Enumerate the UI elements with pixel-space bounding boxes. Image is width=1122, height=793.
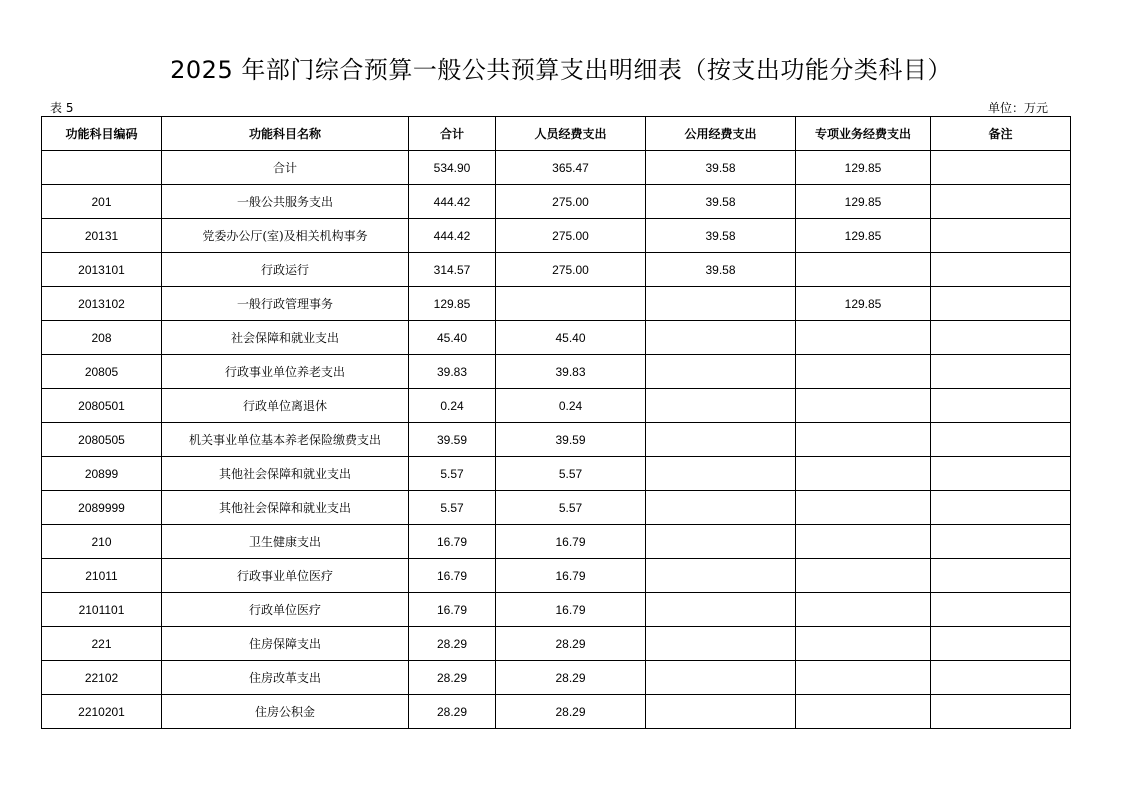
cell-personnel: 16.79 <box>496 525 646 559</box>
cell-personnel: 275.00 <box>496 185 646 219</box>
header-public: 公用经费支出 <box>646 117 796 151</box>
cell-name: 一般行政管理事务 <box>162 287 409 321</box>
cell-special <box>796 423 931 457</box>
cell-personnel: 28.29 <box>496 695 646 729</box>
cell-name: 住房保障支出 <box>162 627 409 661</box>
cell-personnel: 16.79 <box>496 559 646 593</box>
cell-total: 16.79 <box>409 593 496 627</box>
cell-name: 卫生健康支出 <box>162 525 409 559</box>
header-remarks: 备注 <box>931 117 1071 151</box>
table-row <box>42 491 1071 525</box>
cell-public <box>646 627 796 661</box>
cell-special <box>796 559 931 593</box>
cell-special <box>796 695 931 729</box>
cell-public <box>646 593 796 627</box>
cell-code: 2210201 <box>42 695 162 729</box>
cell-personnel: 0.24 <box>496 389 646 423</box>
cell-special <box>796 389 931 423</box>
cell-code: 20899 <box>42 457 162 491</box>
table-row <box>42 525 1071 559</box>
cell-total: 39.59 <box>409 423 496 457</box>
cell-personnel: 5.57 <box>496 491 646 525</box>
cell-total: 16.79 <box>409 525 496 559</box>
cell-public <box>646 661 796 695</box>
cell-code: 2080505 <box>42 423 162 457</box>
cell-total: 444.42 <box>409 219 496 253</box>
cell-total: 0.24 <box>409 389 496 423</box>
cell-remarks <box>931 355 1071 389</box>
cell-code: 20131 <box>42 219 162 253</box>
table-row <box>42 423 1071 457</box>
cell-remarks <box>931 151 1071 185</box>
cell-special <box>796 355 931 389</box>
cell-remarks <box>931 185 1071 219</box>
cell-name: 其他社会保障和就业支出 <box>162 491 409 525</box>
table-number: 表 5 <box>50 101 74 115</box>
cell-personnel <box>496 287 646 321</box>
cell-remarks <box>931 457 1071 491</box>
cell-public: 39.58 <box>646 185 796 219</box>
cell-code: 208 <box>42 321 162 355</box>
cell-code: 2080501 <box>42 389 162 423</box>
table-row <box>42 321 1071 355</box>
cell-public <box>646 559 796 593</box>
cell-public <box>646 355 796 389</box>
cell-public: 39.58 <box>646 253 796 287</box>
cell-personnel: 365.47 <box>496 151 646 185</box>
table-header-row <box>42 117 1071 151</box>
cell-public <box>646 695 796 729</box>
cell-remarks <box>931 253 1071 287</box>
cell-personnel: 28.29 <box>496 661 646 695</box>
cell-personnel: 28.29 <box>496 627 646 661</box>
cell-remarks <box>931 695 1071 729</box>
cell-code: 2013101 <box>42 253 162 287</box>
cell-public <box>646 389 796 423</box>
cell-name: 行政运行 <box>162 253 409 287</box>
cell-name: 行政单位医疗 <box>162 593 409 627</box>
cell-total: 39.83 <box>409 355 496 389</box>
cell-personnel: 16.79 <box>496 593 646 627</box>
cell-total: 444.42 <box>409 185 496 219</box>
unit-label: 单位：万元 <box>987 101 1048 115</box>
cell-public: 39.58 <box>646 151 796 185</box>
cell-personnel: 275.00 <box>496 253 646 287</box>
cell-name: 党委办公厅(室)及相关机构事务 <box>162 219 409 253</box>
cell-code: 21011 <box>42 559 162 593</box>
cell-special: 129.85 <box>796 151 931 185</box>
cell-total: 45.40 <box>409 321 496 355</box>
table-row <box>42 559 1071 593</box>
cell-special: 129.85 <box>796 219 931 253</box>
cell-total: 314.57 <box>409 253 496 287</box>
cell-special <box>796 661 931 695</box>
cell-code: 22102 <box>42 661 162 695</box>
cell-code: 2013102 <box>42 287 162 321</box>
cell-public <box>646 287 796 321</box>
cell-name: 行政单位离退休 <box>162 389 409 423</box>
header-total: 合计 <box>409 117 496 151</box>
cell-name: 社会保障和就业支出 <box>162 321 409 355</box>
cell-remarks <box>931 219 1071 253</box>
cell-personnel: 5.57 <box>496 457 646 491</box>
cell-remarks <box>931 593 1071 627</box>
cell-name: 行政事业单位养老支出 <box>162 355 409 389</box>
table-row <box>42 695 1071 729</box>
cell-name: 机关事业单位基本养老保险缴费支出 <box>162 423 409 457</box>
cell-personnel: 45.40 <box>496 321 646 355</box>
table-row <box>42 151 1071 185</box>
cell-remarks <box>931 389 1071 423</box>
cell-remarks <box>931 627 1071 661</box>
cell-remarks <box>931 661 1071 695</box>
cell-special: 129.85 <box>796 287 931 321</box>
cell-total: 5.57 <box>409 491 496 525</box>
cell-remarks <box>931 321 1071 355</box>
cell-name: 住房公积金 <box>162 695 409 729</box>
cell-code: 20805 <box>42 355 162 389</box>
cell-total: 129.85 <box>409 287 496 321</box>
cell-remarks <box>931 423 1071 457</box>
cell-special <box>796 253 931 287</box>
cell-public <box>646 321 796 355</box>
cell-personnel: 39.59 <box>496 423 646 457</box>
page-title: 2025 年部门综合预算一般公共预算支出明细表（按支出功能分类科目） <box>170 56 952 84</box>
cell-special <box>796 525 931 559</box>
cell-name: 住房改革支出 <box>162 661 409 695</box>
cell-remarks <box>931 525 1071 559</box>
table-row <box>42 253 1071 287</box>
cell-personnel: 275.00 <box>496 219 646 253</box>
budget-table <box>41 116 1071 729</box>
cell-special <box>796 491 931 525</box>
table-row <box>42 355 1071 389</box>
cell-public <box>646 491 796 525</box>
cell-name: 合计 <box>162 151 409 185</box>
cell-public <box>646 525 796 559</box>
cell-total: 534.90 <box>409 151 496 185</box>
cell-name: 一般公共服务支出 <box>162 185 409 219</box>
cell-code: 2101101 <box>42 593 162 627</box>
table-row <box>42 219 1071 253</box>
cell-total: 28.29 <box>409 627 496 661</box>
cell-special: 129.85 <box>796 185 931 219</box>
table-row <box>42 287 1071 321</box>
cell-name: 其他社会保障和就业支出 <box>162 457 409 491</box>
table-row <box>42 389 1071 423</box>
cell-special <box>796 593 931 627</box>
cell-code: 221 <box>42 627 162 661</box>
cell-name: 行政事业单位医疗 <box>162 559 409 593</box>
table-row <box>42 185 1071 219</box>
header-special: 专项业务经费支出 <box>796 117 931 151</box>
cell-remarks <box>931 559 1071 593</box>
cell-code: 2089999 <box>42 491 162 525</box>
table-row <box>42 457 1071 491</box>
cell-total: 16.79 <box>409 559 496 593</box>
cell-total: 5.57 <box>409 457 496 491</box>
cell-remarks <box>931 491 1071 525</box>
cell-special <box>796 321 931 355</box>
header-name: 功能科目名称 <box>162 117 409 151</box>
cell-public <box>646 457 796 491</box>
cell-total: 28.29 <box>409 661 496 695</box>
cell-special <box>796 457 931 491</box>
table-row <box>42 593 1071 627</box>
cell-total: 28.29 <box>409 695 496 729</box>
cell-code: 201 <box>42 185 162 219</box>
cell-special <box>796 627 931 661</box>
header-code: 功能科目编码 <box>42 117 162 151</box>
cell-remarks <box>931 287 1071 321</box>
cell-personnel: 39.83 <box>496 355 646 389</box>
table-row <box>42 627 1071 661</box>
cell-public <box>646 423 796 457</box>
cell-public: 39.58 <box>646 219 796 253</box>
header-personnel: 人员经费支出 <box>496 117 646 151</box>
cell-code: 210 <box>42 525 162 559</box>
table-row <box>42 661 1071 695</box>
cell-code <box>42 151 162 185</box>
